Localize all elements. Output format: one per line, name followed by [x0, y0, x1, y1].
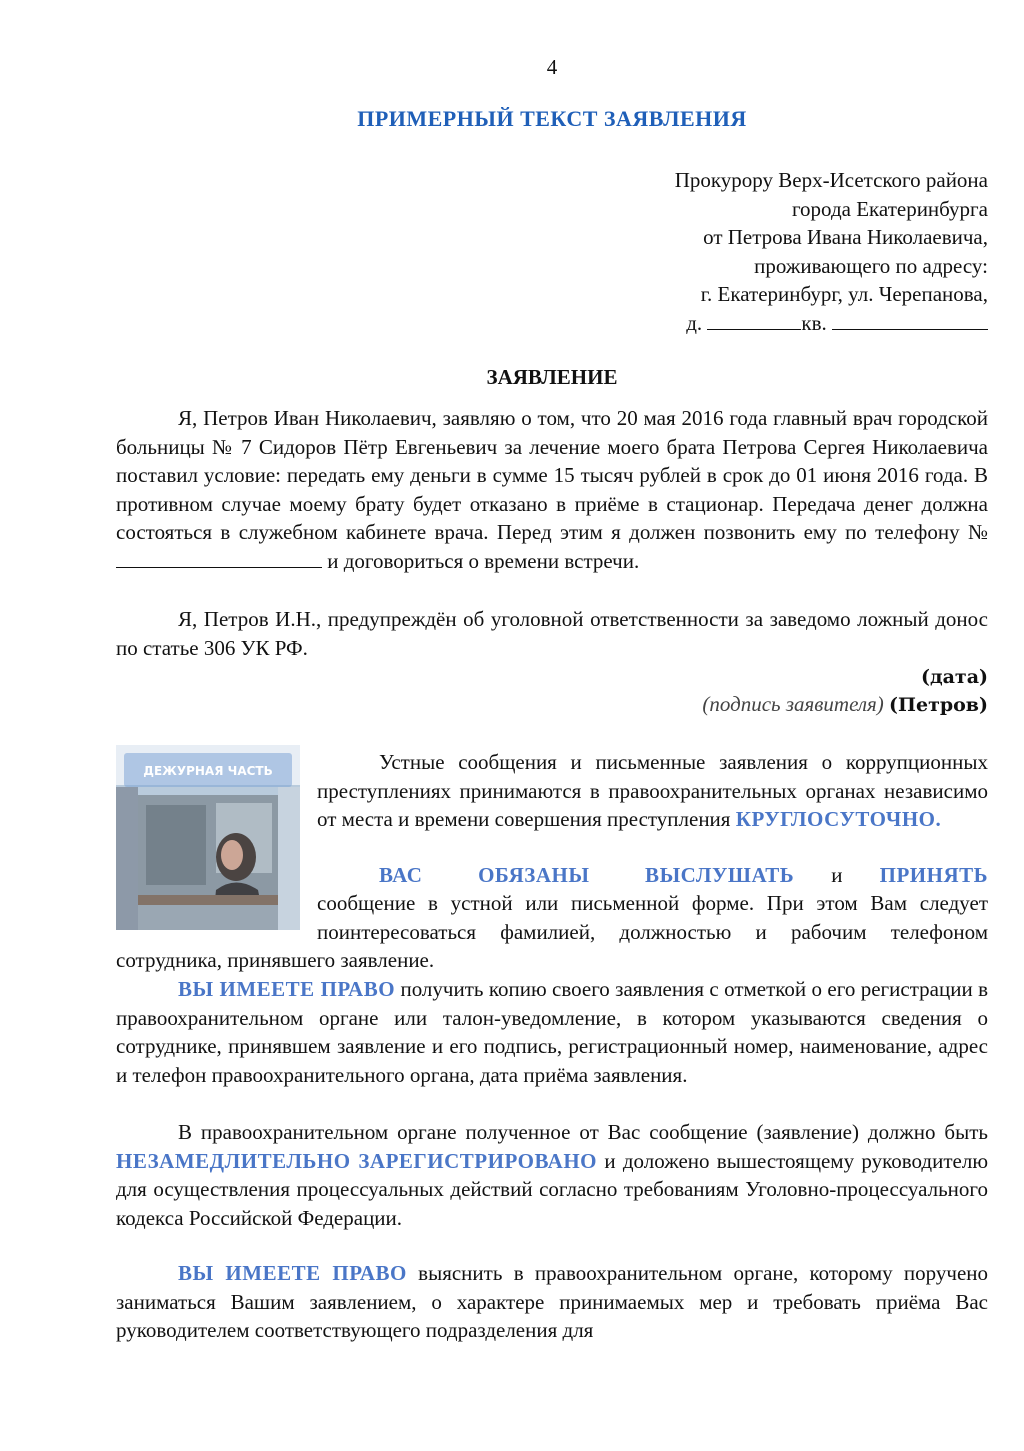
signature-line: [702, 692, 988, 717]
highlight-period: .: [935, 807, 942, 831]
addressee-line: проживающего по адресу:: [754, 253, 988, 278]
info-text: Устные сообщения и письменные заявления о коррупционных преступлениях принимаются в правоохранительных органах независимо от места и времени совершения преступления: [317, 750, 988, 831]
addressee-line: Прокурору Верх-Исетского района: [674, 168, 988, 192]
info-paragraph-1: [317, 748, 988, 834]
phone-blank: [116, 549, 322, 568]
house-label: д.: [686, 310, 703, 335]
signature-label: (подпись заявителя): [702, 692, 884, 716]
statement-text: Я, Петров Иван Николаевич, заявляю о том, что 20 мая 2016 года главный врач городской больницы № 7 Сидоров Пётр Евгеньевич за лечение моего брата Петрова Сергея Николаевича поставил условие: передать ему деньги в сумме 15 тысяч рублей в срок до 01 июня 2016 года. В противном случае моему брату будет отказано в приёме в стационар. Передача денег должна состояться в служебном кабинете врача. Перед этим я должен позвонить ему по телефону: [116, 406, 988, 544]
house-blank: [707, 311, 801, 330]
page-number: 4: [546, 55, 558, 79]
highlight-around-the-clock: КРУГЛОСУТОЧНО: [735, 807, 936, 831]
warning-paragraph: Я, Петров И.Н., предупреждён об уголовной ответственности за заведомо ложный донос по статье 306 УК РФ.: [116, 607, 988, 660]
addressee-line: города Екатеринбурга: [791, 196, 988, 221]
info-text: выяснить в правоохранительном органе, которому поручено заниматься Вашим заявлением, о характере принимаемых мер и требовать приёма Вас руководителем соответствующего подразделения для: [116, 1261, 989, 1342]
addressee-block: [675, 166, 988, 338]
highlight-right: ВЫ ИМЕЕТЕ ПРАВО: [178, 977, 396, 1001]
info-paragraph-2-body: [116, 889, 988, 975]
info-text: сообщение в устной или письменной форме. При этом Вам следует поинтересоваться фамилией, должностью и рабочим телефоном сотрудника, принявшего заявление.: [116, 891, 988, 972]
highlight-must-listen: ВАС ОБЯЗАНЫ ВЫСЛУШАТЬ: [379, 863, 795, 887]
flat-label: кв.: [801, 310, 827, 335]
info-text: получить копию своего заявления с отметкой о его регистрации в правоохранительном органе или талон-уведомление, в котором указываются сведения о сотруднике, принявшем заявление и его подпись, регистрационный номер, наименование, адрес и телефон правоохранительного органа, дата приёма заявления.: [116, 977, 988, 1087]
float-spacer: [116, 889, 317, 946]
addressee-line: [675, 309, 988, 338]
phone-prefix: №: [967, 520, 988, 544]
info-paragraph-5: [116, 1259, 988, 1345]
highlight-accept: ПРИНЯТЬ: [879, 863, 989, 887]
signer-name: (Петров): [889, 694, 988, 716]
statement-title: ЗАЯВЛЕНИЕ: [486, 365, 618, 389]
info-text: и доложено вышестоящему руководителю для осуществления процессуальных действий согласно требованиям Уголовно-процессуального кодекса Российской Федерации.: [116, 1148, 989, 1230]
info-paragraph-2-head: [317, 861, 988, 890]
info-paragraph-4: [116, 1118, 988, 1232]
statement-paragraph: [116, 404, 988, 575]
date-label: [921, 664, 988, 689]
highlight-register: НЕЗАМЕДЛИТЕЛЬНО ЗАРЕГИСТРИРОВАНО: [116, 1148, 598, 1173]
highlight-right: ВЫ ИМЕЕТЕ ПРАВО: [178, 1261, 407, 1285]
document-title: ПРИМЕРНЫЙ ТЕКСТ ЗАЯВЛЕНИЯ: [357, 106, 747, 131]
addressee-line: от Петрова Ивана Николаевича,: [703, 225, 988, 250]
info-paragraph-3: [116, 975, 988, 1089]
photo-sign-text: ДЕЖУРНАЯ ЧАСТЬ: [143, 764, 273, 778]
info-and: и: [831, 863, 843, 887]
date-text: (дата): [920, 666, 988, 688]
statement-text-end: и договориться о времени встречи.: [327, 548, 640, 573]
addressee-line: г. Екатеринбург, ул. Черепанова,: [700, 282, 988, 307]
flat-blank: [832, 311, 988, 330]
info-text: В правоохранительном органе полученное от Вас сообщение (заявление) должно быть: [178, 1120, 988, 1144]
